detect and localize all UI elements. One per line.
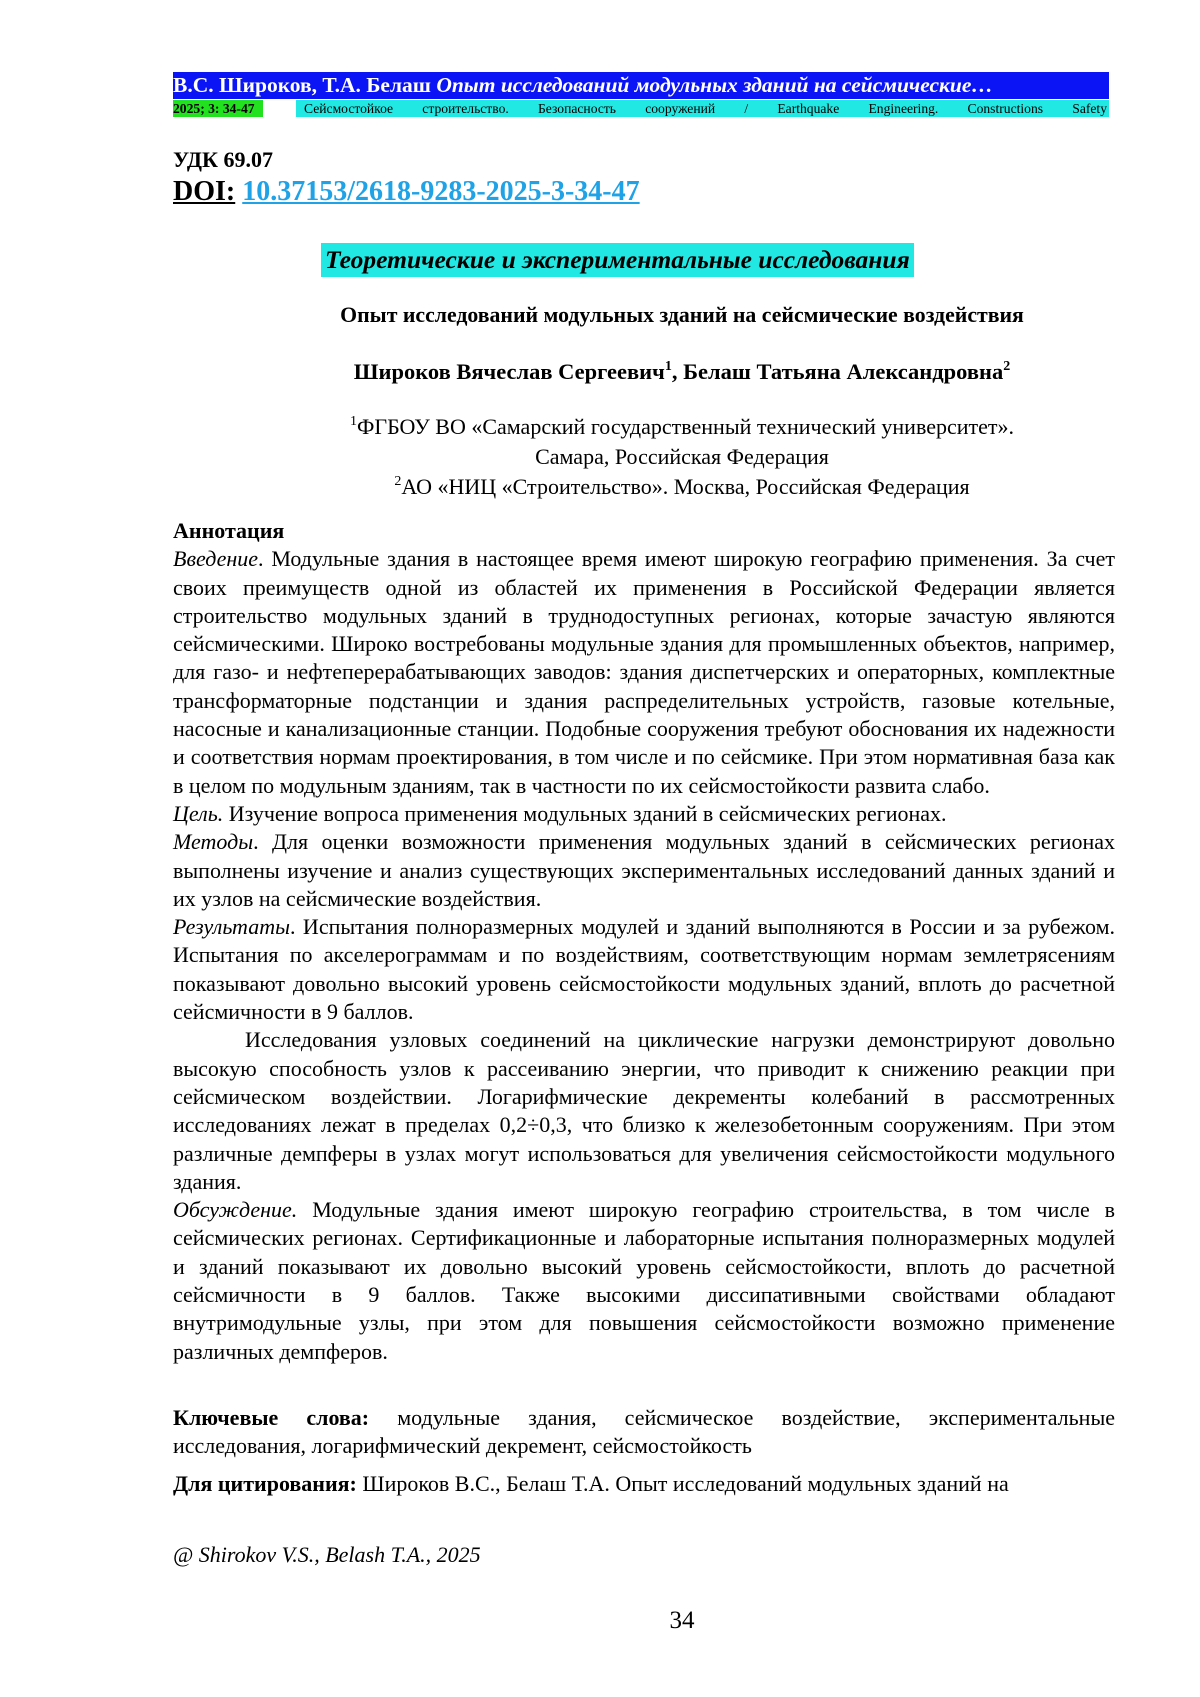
article-title: Опыт исследований модульных зданий на сейсмические воздействия bbox=[340, 303, 1024, 327]
header-authors: В.С. Широков, Т.А. Белаш bbox=[173, 73, 431, 97]
abstract-heading: Аннотация bbox=[173, 518, 285, 543]
affiliation-text: ФГБОУ ВО «Самарский государственный технический университет». bbox=[356, 414, 1015, 439]
citation bbox=[173, 1470, 1115, 1498]
doi-label: DOI: bbox=[173, 176, 236, 207]
results-label: Результаты bbox=[173, 914, 290, 940]
affiliation-text: АО «НИЦ «Строительство». Москва, Российская Федерация bbox=[401, 474, 970, 499]
citation-label: Для цитирования: bbox=[173, 1471, 357, 1496]
doi-line bbox=[173, 174, 640, 210]
affiliation-2 bbox=[0, 471, 1200, 502]
author-separator: , bbox=[671, 359, 684, 384]
abstract-discussion bbox=[173, 1196, 1115, 1366]
copyright: @ Shirokov V.S., Belash T.A., 2025 bbox=[173, 1542, 481, 1567]
citation-text: Широков В.С., Белаш Т.А. Опыт исследований модульных зданий на bbox=[356, 1471, 1009, 1496]
section-heading: Теоретические и экспериментальные исследования bbox=[321, 243, 914, 277]
discussion-text: Модульные здания имеют широкую географию строительства, в том числе в сейсмических регионах. Сертификационные и лабораторные испытания полноразмерных модулей и зданий показывают их довольно высокий уровень сейсмостойкости, вплоть до расчетной сейсмичности в 9 баллов. Также высокими диссипативными свойствами обладают внутримодульные узлы, при этом для повышения сейсмостойкости возможно применение различных демпферов. bbox=[173, 1197, 1115, 1364]
goal-label: Цель. bbox=[173, 800, 224, 826]
page-number: 34 bbox=[669, 1607, 695, 1634]
intro-label: Введение bbox=[173, 546, 259, 572]
goal-text: Изучение вопроса применения модульных зданий в сейсмических регионах. bbox=[223, 800, 947, 826]
intro-text: . Модульные здания в настоящее время имеют широкую географию применения. За счет своих преимуществ одной из областей их применения в Российской Федерации является строительство модульных зданий в труднодоступных регионах, которые зачастую являются сейсмическими. Широко востребованы модульные здания для промышленных объектов, например, для газо- и нефтеперерабатывающих заводов: здания диспетчерских и операторных, комплектные трансформаторные подстанции и здания распределительных устройств, газовые котельные, насосные и канализационные станции. Подобные сооружения требуют обоснования их надежности и соответствия нормам проектирования, в том числе и по сейсмике. При этом нормативная база как в целом по модульным зданиям, так в частности по их сейсмостойкости развита слабо. bbox=[173, 546, 1115, 798]
keywords bbox=[173, 1404, 1115, 1461]
keywords-label: Ключевые слова: bbox=[173, 1405, 370, 1430]
affiliation-mark: 2 bbox=[394, 474, 402, 489]
abstract-intro bbox=[173, 545, 1115, 800]
affiliation-1-city: Самара, Российская Федерация bbox=[535, 444, 829, 469]
methods-label: Методы bbox=[173, 829, 254, 855]
abstract-methods bbox=[173, 828, 1115, 913]
methods-text: . Для оценки возможности применения модульных зданий в сейсмических регионах выполнены изучение и анализ существующих экспериментальных исследований данных зданий и их узлов на сейсмические воздействия. bbox=[173, 829, 1115, 911]
running-header bbox=[173, 72, 1109, 99]
affiliation-1 bbox=[0, 411, 1200, 442]
author-name: Белаш Татьяна Александровна bbox=[683, 359, 1004, 384]
abstract-goal bbox=[173, 800, 1115, 828]
volume-badge: 2025; 3: 34-47 bbox=[173, 100, 263, 117]
author-affil-mark: 1 bbox=[664, 359, 672, 374]
affiliation-mark: 1 bbox=[349, 414, 357, 429]
results-text: . Испытания полноразмерных модулей и зданий выполняются в России и за рубежом. Испытания по акселерограммам и по воздействиям, соответствующим нормам землетрясениям показывают довольно высокий уровень сейсмостойкости модульных зданий, вплоть до расчетной сейсмичности в 9 баллов. bbox=[173, 914, 1115, 1025]
doi-link[interactable]: 10.37153/2618-9283-2025-3-34-47 bbox=[242, 176, 640, 207]
discussion-label: Обсуждение. bbox=[173, 1197, 298, 1223]
journal-name: Сейсмостойкое строительство. Безопасность сооружений / Earthquake Engineering. Constructions Safety bbox=[296, 100, 1109, 117]
abstract-results bbox=[173, 913, 1115, 1026]
author-list bbox=[0, 355, 1200, 389]
author-name: Широков Вячеслав Сергеевич bbox=[353, 359, 665, 384]
abstract-results-2: Исследования узловых соединений на циклические нагрузки демонстрируют довольно высокую способность узлов к рассеиванию энергии, что приводит к снижению реакции при сейсмическом воздействии. Логарифмические декременты колебаний в рассмотренных исследованиях лежат в пределах 0,2÷0,3, что близко к железобетонным сооружениям. При этом различные демпферы в узлах могут использоваться для увеличения сейсмостойкости модульного здания. bbox=[173, 1027, 1115, 1194]
journal-line bbox=[173, 100, 1109, 117]
keywords-text: модульные здания, сейсмическое воздействие, экспериментальные исследования, логарифмический декремент, сейсмостойкость bbox=[173, 1405, 1115, 1459]
author-affil-mark: 2 bbox=[1003, 359, 1011, 374]
udk-code: УДК 69.07 bbox=[173, 147, 274, 172]
abstract bbox=[173, 517, 1115, 1366]
header-title: Опыт исследований модульных зданий на сейсмические… bbox=[436, 73, 993, 97]
